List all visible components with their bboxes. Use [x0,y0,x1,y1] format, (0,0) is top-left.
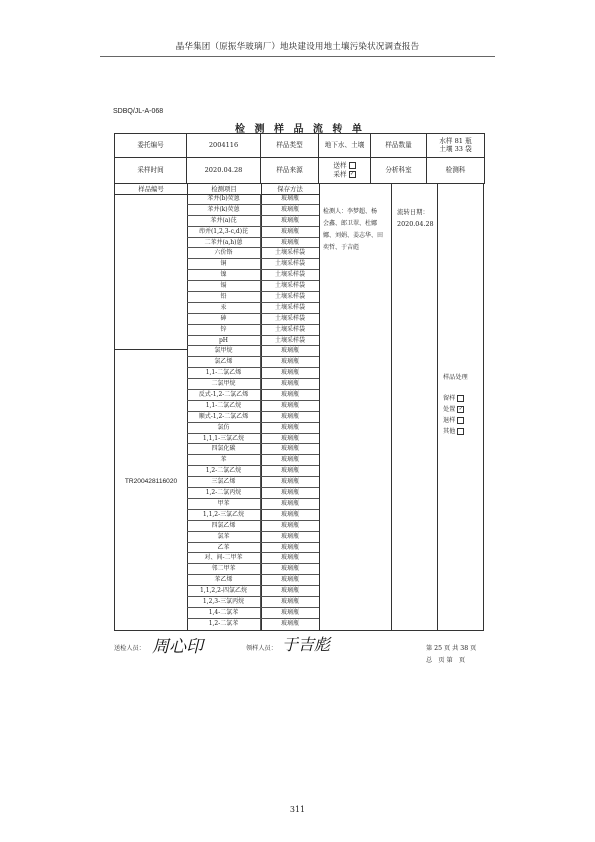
entrust-no-label: 委托编号 [115,134,187,158]
handling-checkbox [457,417,464,424]
testers-block [323,206,383,254]
item-cell: 1,2-二氯丙烷 [187,488,261,498]
table-row [187,564,319,575]
sample-code: TR200428116020 [124,478,178,485]
col-header-item: 检测项目 [211,185,237,193]
table-row [187,466,319,477]
testers-label: 检测人： [323,208,348,215]
table-row [187,532,319,543]
sample-handling-block [443,372,483,437]
sample-no-divider [115,349,187,350]
storage-cell: 土壤采样袋 [274,293,305,301]
sample-type-label: 样品类型 [261,134,319,158]
table-row [187,205,319,216]
table-row [187,325,319,336]
table-row [187,368,319,379]
sample-qty-value [427,134,485,158]
storage-cell: 土壤采样袋 [274,260,305,268]
table-row [187,499,319,510]
sample-transfer-table [114,183,484,631]
item-cell: 1,2-二氯苯 [187,619,261,630]
handling-option [443,404,483,415]
storage-cell: 玻璃瓶 [280,499,299,507]
storage-cell: 玻璃瓶 [280,369,299,377]
sample-qty-label: 样品数量 [371,134,427,158]
item-cell: 氯甲烷 [187,346,261,356]
test-items-list [187,194,319,630]
handling-option-label: 留样 [443,395,456,402]
item-cell: 三氯乙烯 [187,477,261,487]
handling-option [443,426,483,437]
send-sample-label: 送样 [333,161,347,170]
storage-cell: 玻璃瓶 [280,195,299,202]
storage-cell: 土壤采样袋 [274,303,305,311]
storage-cell: 玻璃瓶 [280,576,299,584]
item-cell: 邻二甲苯 [187,564,261,574]
storage-cell: 玻璃瓶 [280,434,299,442]
sampling-time-label: 采样时间 [115,158,187,184]
table-row [187,553,319,564]
storage-cell: 玻璃瓶 [280,587,299,595]
collect-sample-checkbox: ✓ [349,170,355,177]
sampling-time-value: 2020.04.28 [187,158,261,184]
item-cell: 乙苯 [187,543,261,553]
storage-cell: 玻璃瓶 [280,489,299,497]
item-cell: 1,1-二氯乙烯 [187,368,261,378]
table-row [187,477,319,488]
sender-label: 送检人员： [114,645,145,652]
item-cell: 氯苯 [187,532,261,542]
collect-sample-label: 采样 [333,170,347,178]
table-row [187,586,319,597]
table-row [187,248,319,259]
testers-names: 李梦超、杨会鑫、郎卫翠、杜娜娜、刘娟、姜志华、田奕哲、于吉彪 [323,208,384,251]
analysis-room-label: 分析科室 [371,158,427,184]
table-row [187,390,319,401]
item-cell: 1,1-二氯乙烷 [187,401,261,411]
table-row [187,379,319,390]
storage-cell: 玻璃瓶 [280,205,299,213]
storage-cell: 玻璃瓶 [280,467,299,475]
analysis-room-value: 检测科 [427,158,485,184]
table-row [187,270,319,281]
report-header: 晶华集团（原振华玻璃厂）地块建设用地土壤污染状况调查报告 [175,42,420,52]
handling-title: 样品处理 [443,374,468,381]
header-rule [100,56,495,57]
item-cell: 苯并(k)荧蒽 [187,205,261,215]
handling-checkbox [457,395,464,402]
storage-cell: 玻璃瓶 [280,391,299,399]
total-pages: 总 页 第 页 [426,657,466,664]
item-cell: 对、间-二甲苯 [187,553,261,563]
page-info [426,643,476,667]
sample-source-label: 样品来源 [261,158,319,184]
page-number: 311 [289,805,306,814]
table-row [187,543,319,554]
page-of-total: 第 25 页 共 38 页 [426,645,477,652]
col-divider [319,184,320,630]
item-cell: 汞 [187,303,261,313]
item-cell: 镉 [187,281,261,291]
storage-cell: 土壤采样袋 [274,336,305,344]
item-cell: 二氯甲烷 [187,379,261,389]
storage-cell: 玻璃瓶 [280,423,299,431]
table-row [187,216,319,227]
storage-cell: 玻璃瓶 [280,238,299,246]
item-cell: 1,4-二氯苯 [187,608,261,618]
table-row [187,608,319,619]
storage-cell: 玻璃瓶 [280,347,299,355]
table-row [187,303,319,314]
table-row [187,227,319,238]
item-cell: 苯 [187,455,261,465]
sample-source-value [319,158,371,184]
storage-cell: 玻璃瓶 [280,532,299,540]
item-cell: 六价铬 [187,248,261,258]
item-cell: 茚并(1,2,3-c,d)芘 [187,227,261,237]
storage-cell: 玻璃瓶 [280,521,299,529]
table-row [187,292,319,303]
item-cell: 氯乙烯 [187,357,261,367]
item-cell: 锌 [187,325,261,335]
item-cell: pH [187,336,261,346]
table-row [187,488,319,499]
storage-cell: 玻璃瓶 [280,510,299,518]
table-row [187,357,319,368]
item-cell: 四氯化碳 [187,444,261,454]
col-header-storage: 保存方法 [277,185,303,193]
table-row [187,597,319,608]
table-row [187,238,319,249]
storage-cell: 土壤采样袋 [274,325,305,333]
table-row [187,259,319,270]
handling-option [443,393,483,404]
storage-cell: 玻璃瓶 [280,554,299,562]
col-header-sample-no: 样品编号 [138,185,164,193]
storage-cell: 玻璃瓶 [280,445,299,453]
table-row [187,510,319,521]
sample-type-value: 地下水、土壤 [319,134,371,158]
handling-checkbox: ✓ [458,406,463,412]
item-cell: 顺式-1,2-二氯乙烯 [187,412,261,422]
item-cell: 反式-1,2-二氯乙烯 [187,390,261,400]
table-row [187,619,319,630]
item-cell: 砷 [187,314,261,324]
storage-cell: 玻璃瓶 [280,619,299,627]
item-cell: 镍 [187,270,261,280]
storage-cell: 土壤采样袋 [274,282,305,290]
handling-option-label: 其他 [443,428,456,435]
transfer-date-block [397,206,437,230]
storage-cell: 玻璃瓶 [280,597,299,605]
storage-cell: 玻璃瓶 [280,543,299,551]
storage-cell: 玻璃瓶 [280,401,299,409]
storage-cell: 玻璃瓶 [280,478,299,486]
storage-cell: 玻璃瓶 [280,227,299,235]
item-cell: 甲苯 [187,499,261,509]
handling-checkbox [457,428,464,435]
table-row [187,455,319,466]
storage-cell: 土壤采样袋 [274,271,305,279]
handling-option [443,415,483,426]
storage-cell: 土壤采样袋 [274,314,305,322]
document-number: SDBQ/JL-A-068 [113,108,164,115]
storage-cell: 土壤采样袋 [274,249,305,257]
storage-cell: 玻璃瓶 [280,380,299,388]
item-cell: 1,2-二氯乙烷 [187,466,261,476]
storage-cell: 玻璃瓶 [280,565,299,573]
item-cell: 1,2,3-三氯丙烷 [187,597,261,607]
storage-cell: 玻璃瓶 [280,412,299,420]
table-row [187,336,319,347]
item-cell: 1,1,2,2-四氯乙烷 [187,586,261,596]
item-cell: 四氯乙烯 [187,521,261,531]
storage-cell: 玻璃瓶 [280,608,299,616]
table-row [187,423,319,434]
storage-cell: 玻璃瓶 [280,216,299,224]
col-divider [391,184,392,630]
table-row [187,412,319,423]
table-row [187,401,319,412]
item-cell: 苯并(a)芘 [187,216,261,226]
table-row [187,521,319,532]
header-info-table [114,133,485,184]
storage-cell: 玻璃瓶 [280,358,299,366]
receiver-signature: 于吉彪 [282,635,331,654]
handling-option-label: 退样 [443,417,456,424]
item-cell: 苯乙烯 [187,575,261,585]
receiver-label: 领样人员： [246,645,277,652]
transfer-date-label: 流转日期： [397,208,429,216]
sender-signature: 周心印 [152,637,203,657]
entrust-no-value: 2004116 [187,134,261,158]
table-row [187,346,319,357]
item-cell: 氯仿 [187,423,261,433]
item-cell: 铜 [187,259,261,269]
transfer-date-value: 2020.04.28 [397,220,434,228]
table-row [187,434,319,445]
item-cell: 二苯并(a,h)蒽 [187,238,261,248]
storage-cell: 玻璃瓶 [280,456,299,464]
col-divider [437,184,438,630]
form-title: 检 测 样 品 流 转 单 [235,124,365,135]
table-row [187,194,319,205]
table-row [187,575,319,586]
handling-option-label: 处置 [443,406,456,413]
sample-qty-soil: 土壤 33 袋 [439,144,472,153]
item-cell: 1,1,1-三氯乙烷 [187,434,261,444]
send-sample-checkbox [349,162,356,169]
table-row [187,444,319,455]
item-cell: 铅 [187,292,261,302]
table-row [187,314,319,325]
sample-qty-water: 水样 81 瓶 [439,136,472,145]
item-cell: 1,1,2-三氯乙烷 [187,510,261,520]
item-cell: 苯并(b)荧蒽 [187,194,261,204]
table-row [187,281,319,292]
